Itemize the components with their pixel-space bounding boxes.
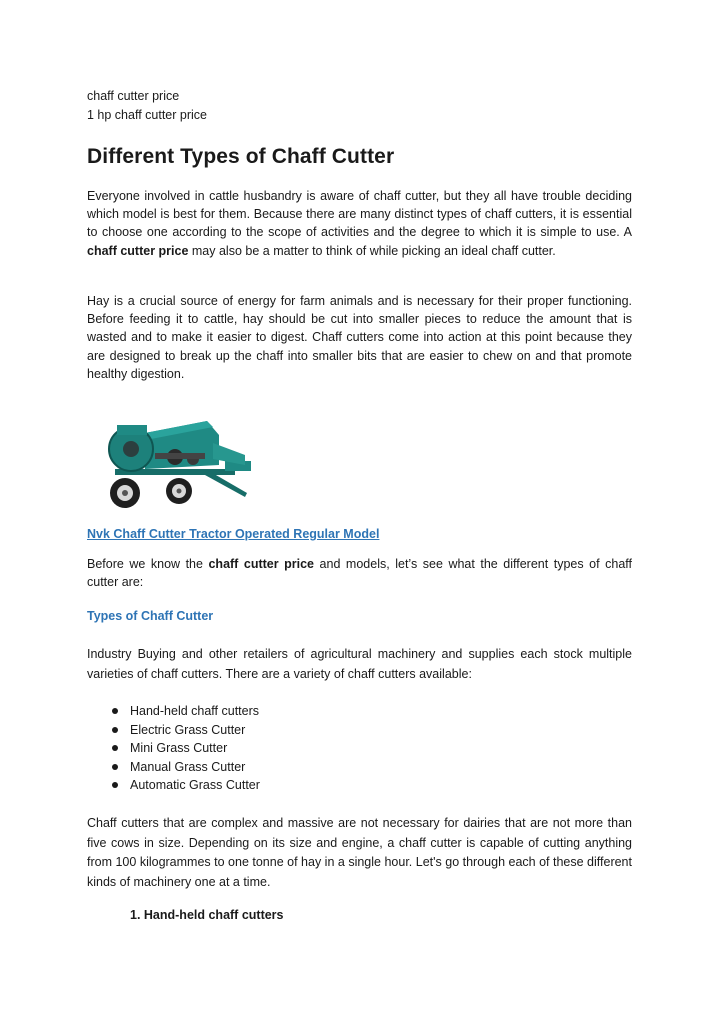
intro-paragraph bbox=[87, 187, 632, 260]
intro-text-end: may also be a matter to think of while picking an ideal chaff cutter. bbox=[188, 243, 556, 258]
before-know-text-end: and models, let’s see what the different types of chaff cutter are: bbox=[87, 557, 632, 590]
bullet-icon bbox=[112, 782, 118, 788]
list-item-label: Automatic Grass Cutter bbox=[130, 778, 260, 792]
list-item-label: Electric Grass Cutter bbox=[130, 722, 246, 737]
tag-line: chaff cutter price bbox=[87, 89, 180, 103]
bullet-icon bbox=[112, 708, 118, 714]
product-caption-link[interactable]: Nvk Chaff Cutter Tractor Operated Regular Model bbox=[87, 527, 380, 541]
before-know-text: Before we know the bbox=[87, 557, 209, 571]
tag-lines bbox=[87, 87, 207, 125]
list-item bbox=[111, 776, 260, 795]
bullet-icon bbox=[112, 764, 118, 770]
intro-text: Everyone involved in cattle husbandry is aware of chaff cutter, but they all have trouble deciding which model is best for them. Because there are many distinct types of chaff cutters, it is essential to choose one according to the scope of activities and the degree to which it is simple to use. A bbox=[87, 189, 632, 240]
before-know-paragraph bbox=[87, 555, 632, 591]
section-heading-types: Types of Chaff Cutter bbox=[87, 609, 214, 623]
bullet-icon bbox=[112, 745, 118, 751]
list-item-label: Manual Grass Cutter bbox=[130, 759, 246, 774]
subheading-hand-held: 1. Hand-held chaff cutters bbox=[130, 908, 284, 922]
hay-paragraph: Hay is a crucial source of energy for farm animals and is necessary for their proper functioning. Before feeding it to cattle, hay should be cut into smaller pieces to reduce the amount that is wasted and to make it easier to digest. Chaff cutters come into action at this point because they are designed to break up the chaff into smaller bits that are easier to chew on and that promote healthy digestion. bbox=[87, 294, 632, 381]
chaff-cutter-types-list bbox=[111, 702, 260, 795]
keyword-bold: chaff cutter price bbox=[208, 557, 315, 571]
keyword-bold: chaff cutter price bbox=[87, 243, 189, 258]
tag-line: 1 hp chaff cutter price bbox=[87, 108, 207, 122]
page-title: Different Types of Chaff Cutter bbox=[87, 145, 395, 168]
list-item bbox=[111, 702, 260, 721]
list-item-label: Mini Grass Cutter bbox=[130, 741, 228, 755]
tractor-chaff-cutter-machine-icon bbox=[95, 413, 255, 513]
list-item bbox=[111, 721, 260, 740]
list-item bbox=[111, 739, 260, 758]
bullet-icon bbox=[112, 727, 118, 733]
retailers-paragraph: Industry Buying and other retailers of agricultural machinery and supplies each stock multiple varieties of chaff cutters. There are a variety of chaff cutters available: bbox=[87, 647, 632, 681]
dairies-paragraph: Chaff cutters that are complex and massive are not necessary for dairies that are not more than five cows in size. Depending on its size and engine, a chaff cutter is capable of cutting anything from 100 kilogrammes to one tonne of hay in a single hour. Let's go through each of these different kinds of machinery one at a time. bbox=[87, 816, 632, 889]
list-item-label: Hand-held chaff cutters bbox=[130, 704, 260, 718]
list-item bbox=[111, 758, 260, 777]
